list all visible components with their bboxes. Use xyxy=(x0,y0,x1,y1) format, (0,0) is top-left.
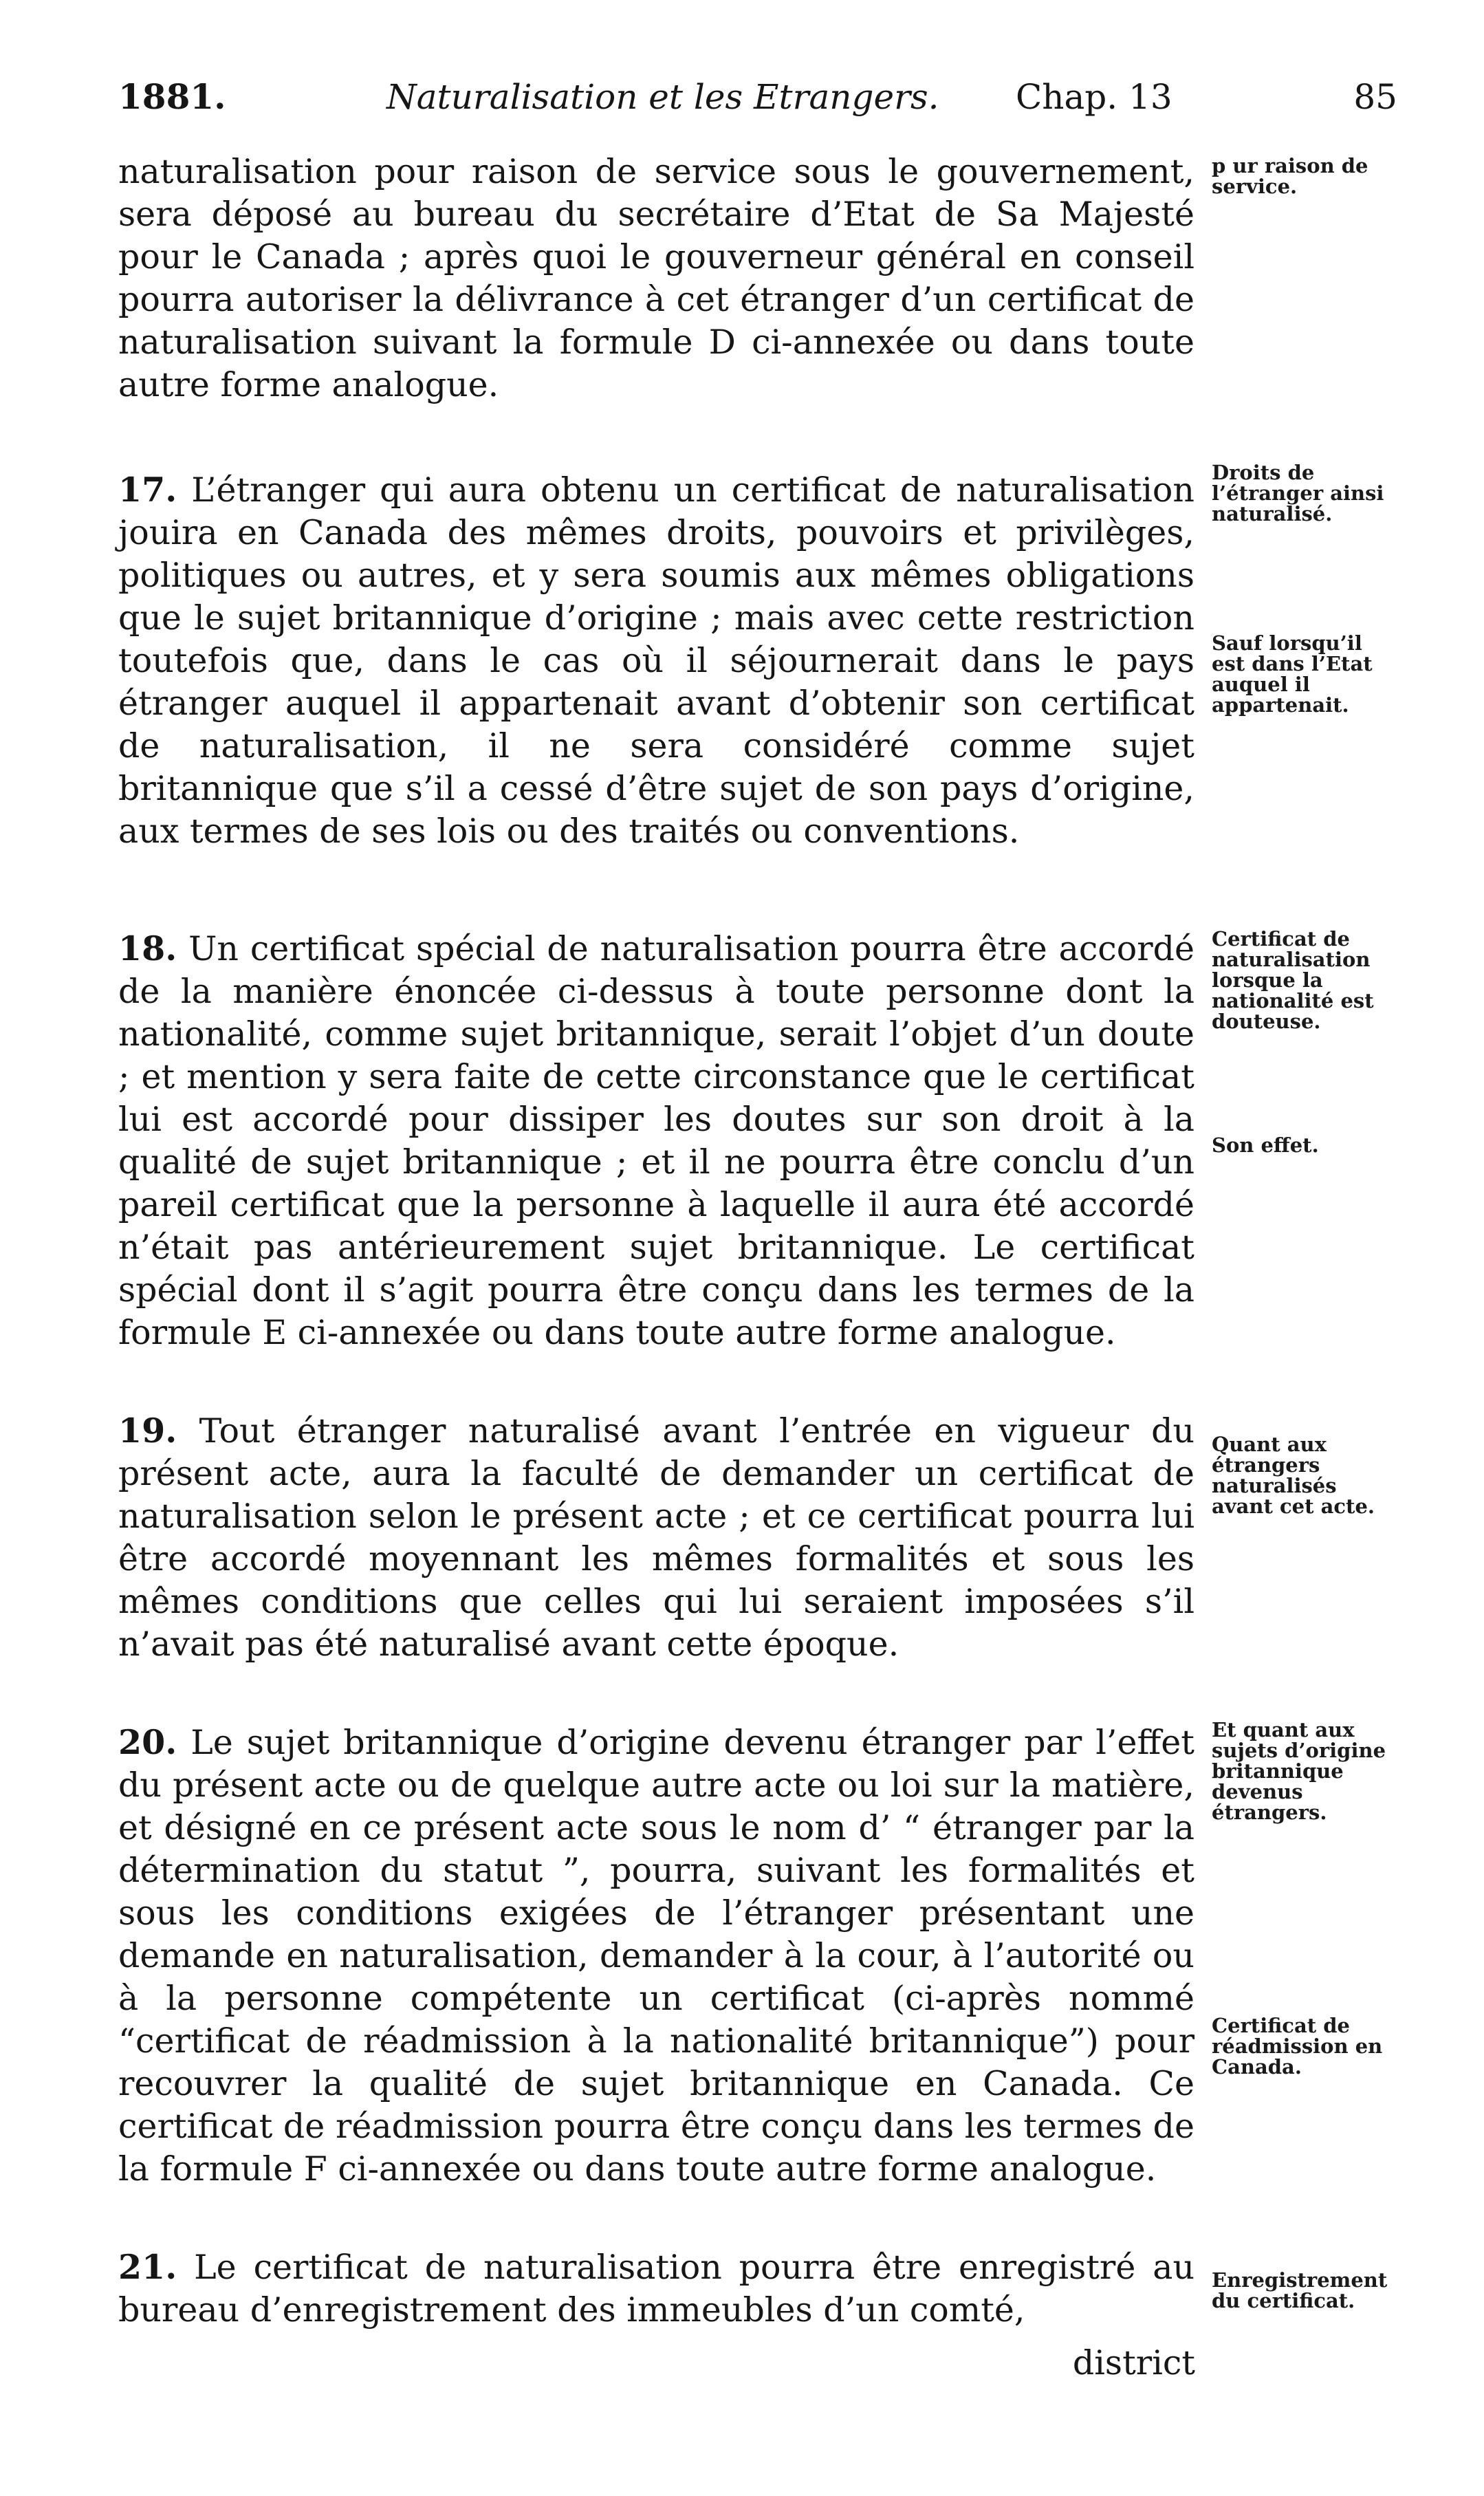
margin-note: p ur raison de service. xyxy=(1212,154,1368,198)
paragraph-text: L’étranger qui aura obtenu un certificat de naturalisation jouira en Canada des mêmes droits, pouvoirs et privilèges, politiques ou autres, et y sera soumis aux mêmes obligations que le sujet britannique d’origine ; mais avec cette restriction toutefois que, dans le cas où il séjournerait dans le pays étranger auquel il appartenait avant d’obtenir son certificat de naturalisation, il ne sera considéré comme sujet britannique que s’il a cessé d’être sujet de son pays d’origine, aux termes de ses lois ou des traités ou conventions. xyxy=(118,470,1194,851)
paragraph-text: Le sujet britannique d’origine devenu étranger par l’effet du présent acte ou de quelque autre acte ou loi sur la matière, et désigné en ce présent acte sous le nom d’ “ étranger par la détermination du statut ”, pourra, suivant les formalités et sous les conditions exigées de l’étranger présentant une demande en naturalisation, demander à la cour, à l’autorité ou à la personne compétente un certificat (ci-après nommé “certificat de réadmission à la nationalité britannique”) pour recouvrer la qualité de sujet britannique en Canada. Ce certificat de réadmission pourra être conçu dans les termes de la formule F ci-annexée ou dans toute autre forme analogue. xyxy=(118,1723,1194,2189)
margin-note: Enregistrement du certificat. xyxy=(1212,2268,1388,2312)
header-title: Naturalisation et les Etrangers. xyxy=(386,77,939,117)
paragraph-text: naturalisation pour raison de service sous le gouvernement, sera déposé au bureau du secrétaire d’Etat de Sa Majesté pour le Canada ; après quoi le gouverneur général en conseil pourra autoriser la délivrance à cet étranger d’un certificat de naturalisation suivant la formule D ci-annexée ou dans toute autre forme analogue. xyxy=(118,152,1194,404)
paragraph-text: Un certificat spécial de naturalisation pourra être accordé de la manière énoncée ci-dessus à toute personne dont la nationalité, comme sujet britannique, serait l’objet d’un doute ; et mention y sera faite de cette circonstance que le certificat lui est accordé pour dissiper les doutes sur son droit à la qualité de sujet britannique ; et il ne pourra être conclu d’un pareil certificat que la personne à laquelle il aura été accordé n’était pas antérieurement sujet britannique. Le certificat spécial dont il s’agit pourra être conçu dans les termes de la formule E ci-annexée ou dans toute autre forme analogue. xyxy=(118,929,1194,1352)
paragraph-text: Tout étranger naturalisé avant l’entrée en vigueur du présent acte, aura la faculté de demander un certificat de naturalisation selon le présent acte ; et ce certificat pourra lui être accordé moyennant les mêmes formalités et sous les mêmes conditions que celles qui lui seraient imposées s’il n’avait pas été naturalisé avant cette époque. xyxy=(118,1411,1194,1664)
header-chapter: Chap. 13 xyxy=(1016,77,1172,117)
header-year: 1881. xyxy=(118,76,226,117)
section-21 xyxy=(118,2246,1194,2332)
section-number: 19. xyxy=(118,1411,177,1451)
paragraph-text: Le certificat de naturalisation pourra être enregistré au bureau d’enregistrement des immeubles d’un comté, xyxy=(118,2248,1194,2330)
section-number: 18. xyxy=(118,929,177,968)
section-19 xyxy=(118,1409,1194,1666)
header-page-number: 85 xyxy=(1353,77,1397,117)
section-18 xyxy=(118,927,1194,1354)
margin-note: Sauf lorsqu’il est dans l’Etat auquel il appartenait. xyxy=(1212,631,1373,717)
catchword: district xyxy=(1072,2343,1195,2383)
section-20 xyxy=(118,1721,1194,2191)
running-header xyxy=(118,66,1397,128)
margin-note: Quant aux étrangers naturalisés avant cet acte. xyxy=(1212,1433,1375,1518)
margin-note: Certificat de réadmission en Canada. xyxy=(1212,2014,1383,2079)
section-17 xyxy=(118,468,1194,853)
section-number: 20. xyxy=(118,1722,177,1762)
paragraph-continued xyxy=(118,150,1194,406)
margin-note: Droits de l’étranger ainsi naturalisé. xyxy=(1212,461,1384,525)
section-number: 21. xyxy=(118,2247,177,2287)
main-text xyxy=(118,150,1194,2332)
margin-note: Son effet. xyxy=(1212,1133,1319,1157)
section-number: 17. xyxy=(118,470,177,510)
margin-note: Et quant aux sujets d’origine britannique devenus étrangers. xyxy=(1212,1718,1386,1824)
margin-note: Certificat de naturalisation lorsque la nationalité est douteuse. xyxy=(1212,927,1374,1033)
